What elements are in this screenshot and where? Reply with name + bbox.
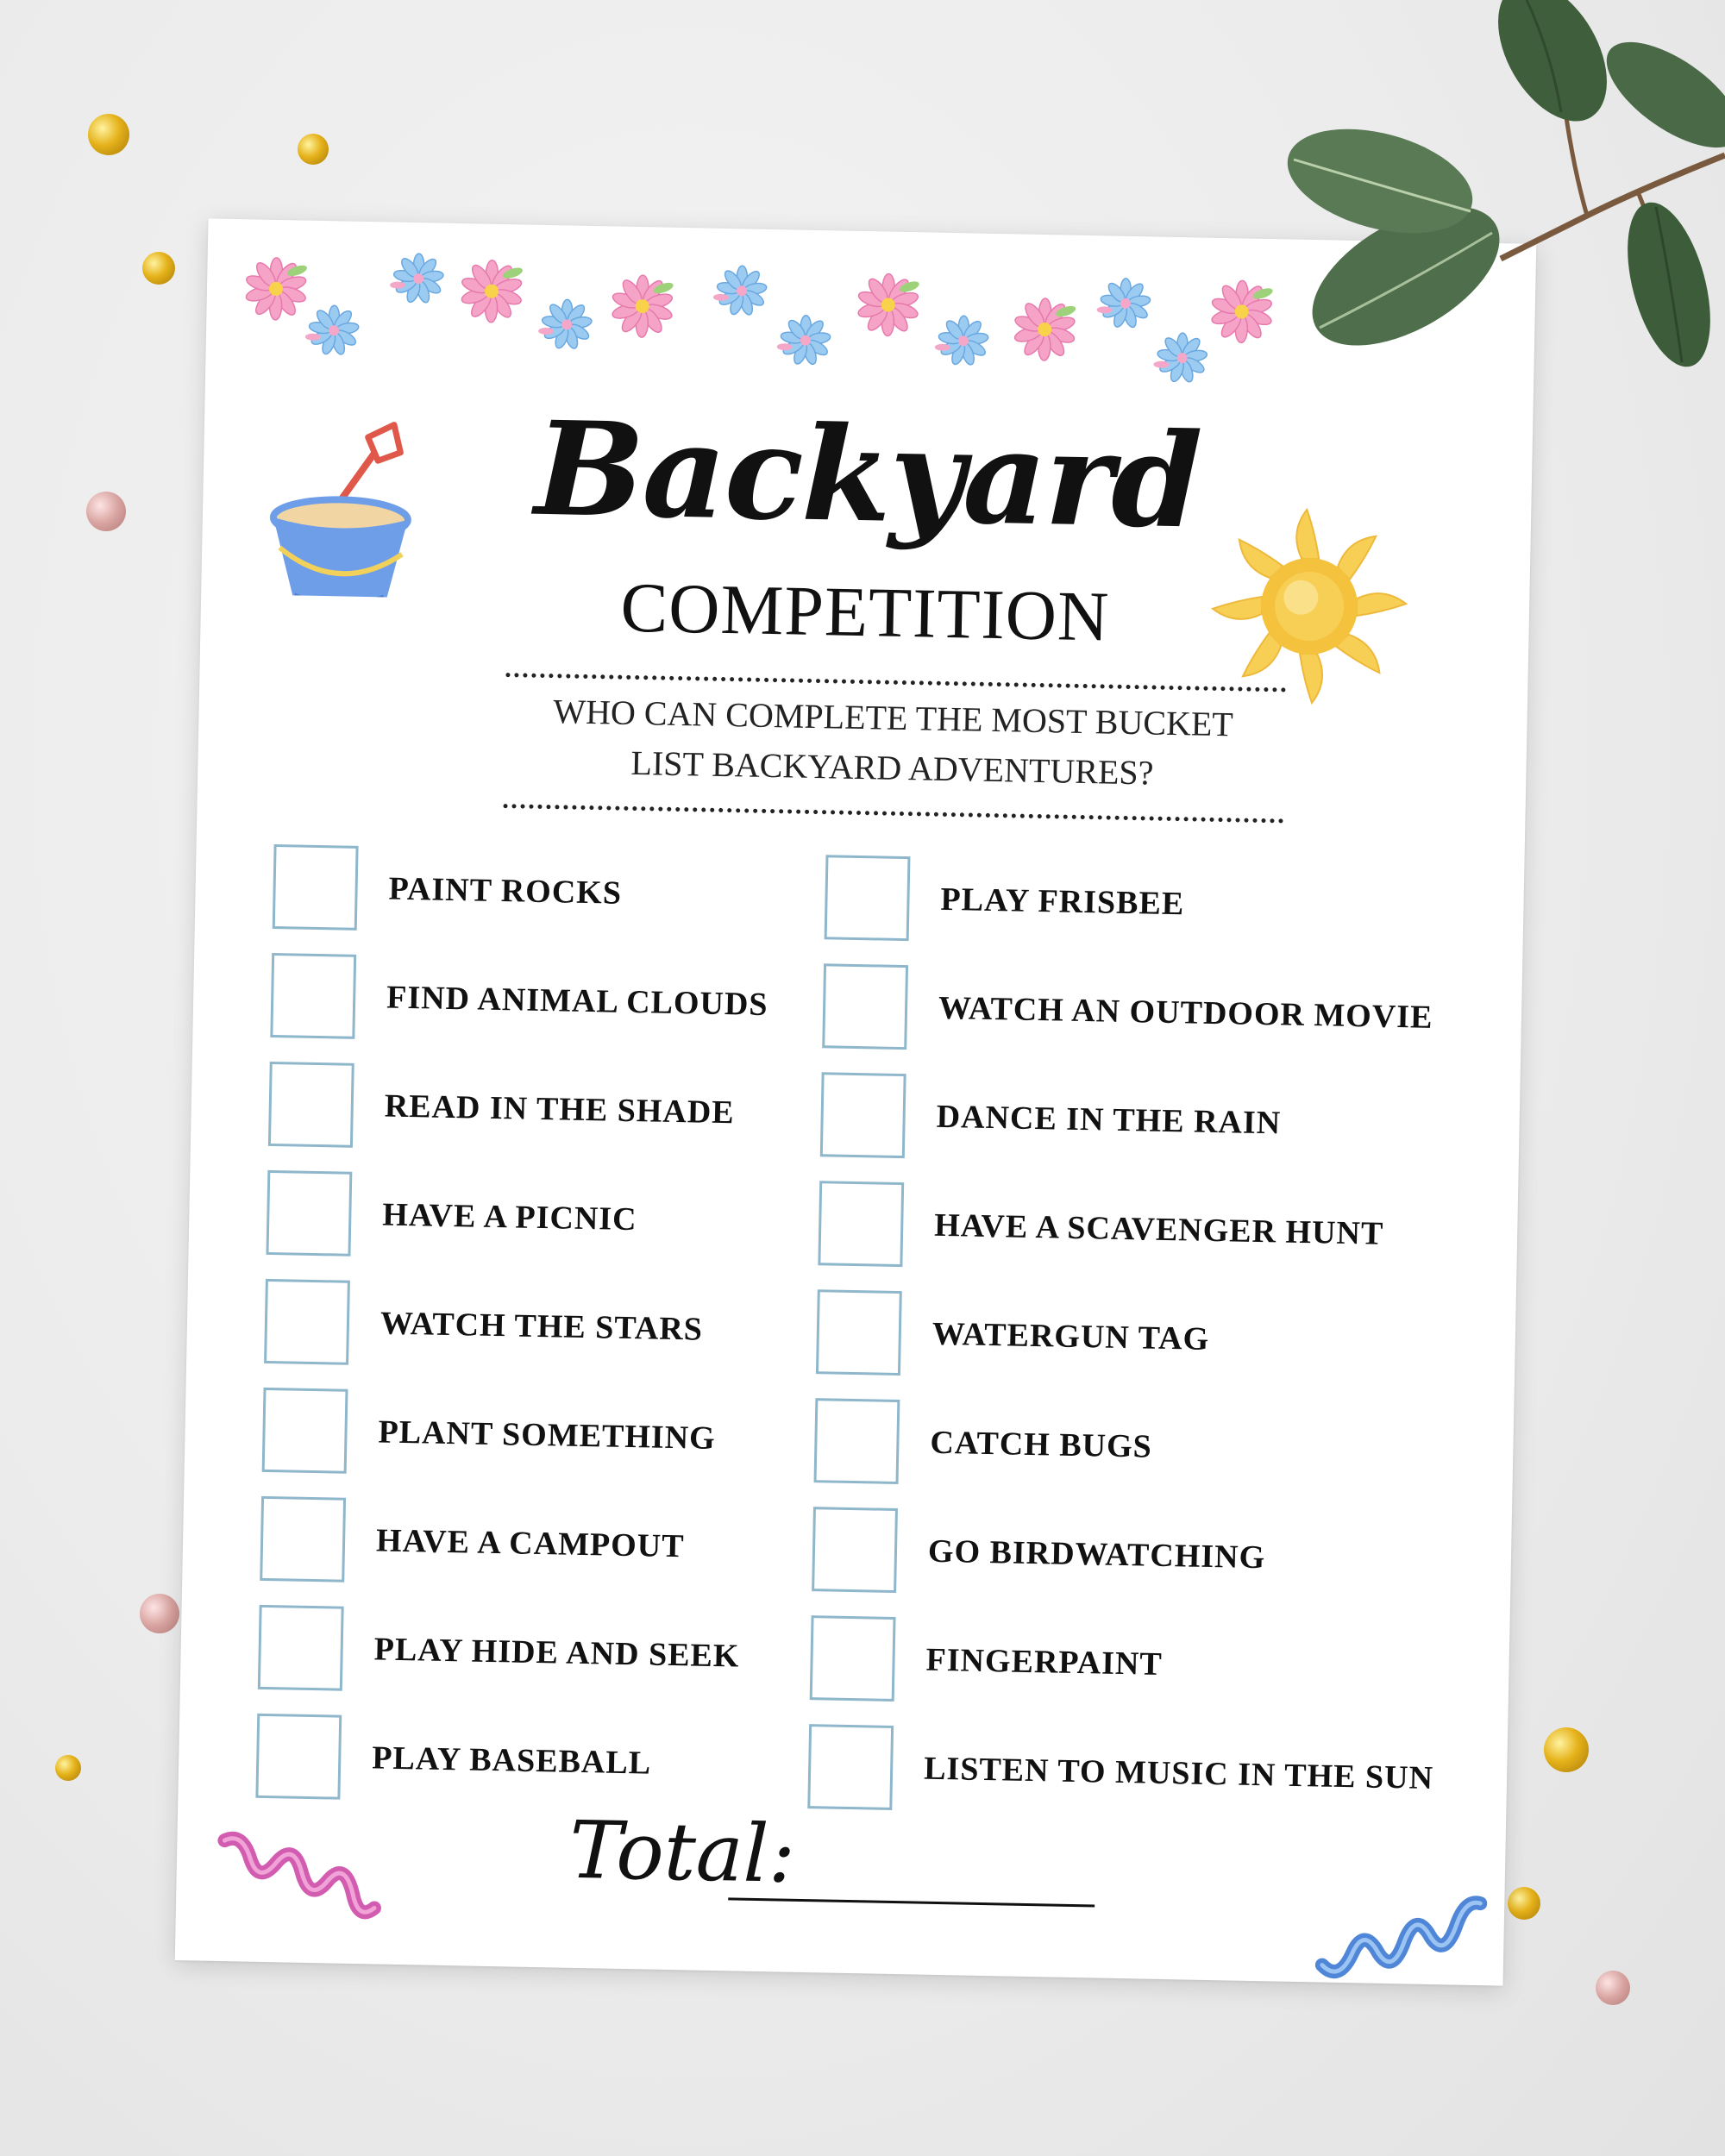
flower-icon [305, 305, 361, 356]
checkbox[interactable] [264, 1279, 350, 1365]
confetti-dot [55, 1755, 81, 1781]
list-item [809, 1603, 1466, 1725]
item-label: WATERGUN TAG [932, 1315, 1210, 1357]
activity-sheet [175, 218, 1536, 1985]
confetti-dot [298, 134, 329, 165]
list-item [264, 1267, 809, 1386]
checkbox[interactable] [822, 963, 908, 1050]
subtitle-line: WHO CAN COMPLETE THE MOST BUCKET [552, 692, 1234, 744]
flower-icon [776, 315, 831, 366]
confetti-dot [1596, 1971, 1630, 2005]
list-item [268, 1050, 813, 1169]
confetti-dot [88, 114, 129, 155]
item-label: PAINT ROCKS [388, 870, 623, 912]
streamer-icon [1313, 1861, 1488, 1994]
item-label: PLANT SOMETHING [378, 1413, 717, 1457]
list-item [820, 1060, 1477, 1181]
subtitle-line: LIST BACKYARD ADVENTURES? [630, 743, 1154, 793]
item-label: PLAY FRISBEE [940, 881, 1185, 923]
list-item [813, 1386, 1471, 1507]
checkbox[interactable] [270, 953, 356, 1039]
item-label: PLAY BASEBALL [371, 1739, 652, 1782]
flower-icon [712, 266, 768, 317]
list-item [266, 1158, 811, 1277]
item-label: CATCH BUGS [930, 1424, 1153, 1465]
streamer-icon [210, 1823, 385, 1956]
checkbox[interactable] [820, 1072, 906, 1158]
item-label: GO BIRDWATCHING [927, 1532, 1266, 1576]
checkbox[interactable] [812, 1507, 898, 1593]
list-item [812, 1495, 1469, 1616]
divider [503, 804, 1283, 823]
checkbox[interactable] [810, 1615, 896, 1702]
checklist-right [807, 843, 1482, 1833]
checkbox[interactable] [266, 1170, 352, 1257]
checkbox[interactable] [818, 1181, 904, 1267]
confetti-dot [1544, 1727, 1589, 1772]
list-item [824, 843, 1481, 964]
item-label: FIND ANIMAL CLOUDS [386, 979, 768, 1024]
item-label: WATCH THE STARS [380, 1305, 704, 1348]
item-label: HAVE A SCAVENGER HUNT [933, 1206, 1384, 1252]
total-input-line[interactable] [728, 1897, 1095, 1907]
flower-icon [390, 253, 445, 304]
list-item [818, 1169, 1475, 1290]
flower-icon [244, 257, 309, 320]
list-item [255, 1702, 800, 1821]
item-label: LISTEN TO MUSIC IN THE SUN [923, 1750, 1434, 1797]
item-label: PLAY HIDE AND SEEK [373, 1631, 740, 1675]
item-label: DANCE IN THE RAIN [936, 1098, 1282, 1142]
checkbox[interactable] [258, 1605, 344, 1691]
checkbox[interactable] [816, 1289, 902, 1376]
confetti-dot [86, 492, 126, 531]
confetti-dot [142, 252, 175, 285]
title-script: Backyard [533, 392, 1202, 558]
list-item [260, 1484, 805, 1603]
list-item [261, 1376, 806, 1495]
checkbox[interactable] [814, 1398, 900, 1484]
checkbox[interactable] [273, 844, 359, 931]
checkbox[interactable] [262, 1388, 348, 1474]
checkbox[interactable] [825, 855, 911, 941]
checkbox[interactable] [260, 1496, 346, 1583]
item-label: FINGERPAINT [925, 1641, 1164, 1683]
list-item [272, 832, 817, 951]
checkbox[interactable] [255, 1714, 342, 1800]
item-label: HAVE A CAMPOUT [375, 1522, 685, 1565]
flower-icon [538, 299, 593, 350]
item-label: WATCH AN OUTDOOR MOVIE [938, 989, 1433, 1036]
flower-icon [611, 274, 675, 337]
flower-icon [1210, 280, 1275, 343]
item-label: READ IN THE SHADE [384, 1087, 736, 1131]
confetti-dot [1508, 1887, 1540, 1920]
page-title: COMPETITION [619, 567, 1111, 656]
item-label: HAVE A PICNIC [381, 1196, 638, 1238]
list-item [807, 1712, 1465, 1833]
subtitle [456, 685, 1329, 801]
checklist-left [255, 832, 818, 1821]
list-item [822, 951, 1479, 1073]
flower-icon [460, 260, 524, 323]
flower-icon [934, 316, 989, 367]
total-label: Total: [568, 1803, 797, 1901]
checkbox[interactable] [268, 1062, 354, 1148]
list-item [258, 1593, 803, 1712]
list-item [816, 1277, 1473, 1399]
confetti-dot [140, 1594, 179, 1633]
flower-icon [856, 273, 921, 336]
flower-icon [1013, 298, 1077, 360]
leaf-branch-icon [1276, 0, 1725, 448]
checkbox[interactable] [807, 1724, 894, 1810]
list-item [270, 941, 815, 1060]
flower-icon [1153, 332, 1208, 383]
flower-icon [1096, 278, 1151, 329]
